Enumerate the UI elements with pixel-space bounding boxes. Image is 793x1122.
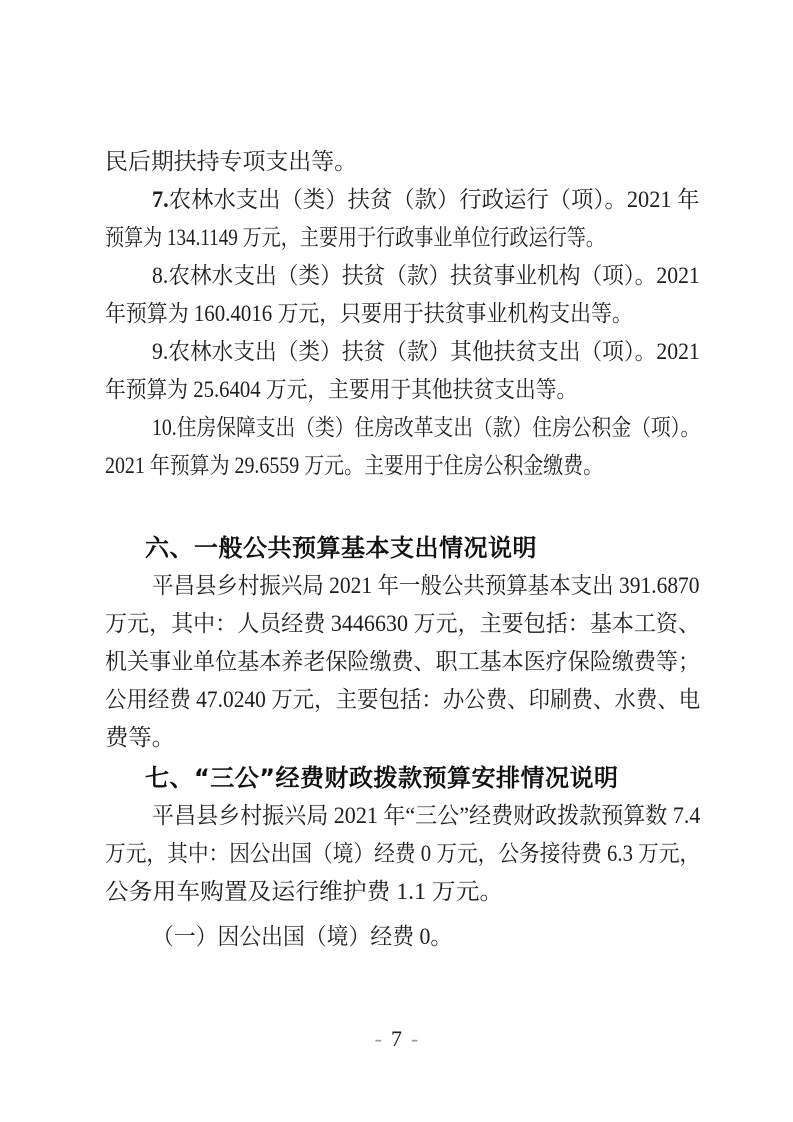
- item-9-line-1: [105, 333, 701, 371]
- section-6-line-5-text: 费等。: [105, 725, 175, 750]
- page-footer: [0, 1020, 793, 1058]
- item-9-line-2: [105, 371, 701, 409]
- document-body: [105, 143, 701, 956]
- section-7-line-2: [105, 835, 701, 873]
- item-7-number: 7.: [152, 187, 169, 212]
- item-9-line-2-text: 年预算为 25.6404 万元，主要用于其他扶贫支出等。: [105, 377, 578, 402]
- item-10-line-1-text: 10.住房保障支出（类）住房改革支出（款）住房公积金（项）。: [152, 415, 701, 440]
- section-6-line-1: [105, 567, 701, 605]
- section-6-line-2-text: 万元，其中：人员经费 3446630 万元，主要包括：基本工资、: [105, 611, 700, 636]
- section-6-line-4-text: 公用经费 47.0240 万元，主要包括：办公费、印刷费、水费、电: [105, 687, 701, 712]
- item-8-line-2-text: 年预算为 160.4016 万元，只要用于扶贫事业机构支出等。: [105, 301, 633, 326]
- section-6-line-3-text: 机关事业单位基本养老保险缴费、职工基本医疗保险缴费等；: [105, 649, 700, 674]
- item-7-line-1: [105, 181, 701, 219]
- item-8-line-1-text: 8.农林水支出（类）扶贫（款）扶贫事业机构（项）。2021: [152, 263, 700, 288]
- item-10-line-2-text: 2021 年预算为 29.6559 万元。主要用于住房公积金缴费。: [105, 453, 603, 478]
- footer-dash-right: -: [411, 1026, 419, 1051]
- section-6-heading: 六、一般公共预算基本支出情况说明: [145, 534, 537, 562]
- section-7-line-1-text: 平昌县乡村振兴局 2021 年“三公”经费财政拨款预算数 7.4: [152, 803, 701, 828]
- item-8-line-2: [105, 295, 701, 333]
- section-6-line-4: [105, 681, 701, 719]
- section-6-line-2: [105, 605, 701, 643]
- item-8-line-1: [105, 257, 701, 295]
- item-7-line-2: [105, 219, 701, 257]
- section-7-line-2-text: 万元，其中：因公出国（境）经费 0 万元，公务接待费 6.3 万元，: [105, 841, 701, 866]
- section-7-line-3-text: 公务用车购置及运行维护费 1.1 万元。: [105, 879, 504, 904]
- page-number: 7: [391, 1026, 402, 1051]
- paragraph-6-continuation-text: 民后期扶持专项支出等。: [105, 149, 357, 174]
- footer-dash-left: -: [374, 1026, 382, 1051]
- section-6-line-1-text: 平昌县乡村振兴局 2021 年一般公共预算基本支出 391.6870: [152, 573, 700, 598]
- section-6-line-3: [105, 643, 701, 681]
- item-10-line-2: [105, 447, 701, 485]
- paragraph-6-continuation: [105, 143, 701, 181]
- item-7-line-2-text: 预算为 134.1149 万元，主要用于行政事业单位行政运行等。: [105, 225, 605, 250]
- section-7-heading: 七、“三公”经费财政拨款预算安排情况说明: [145, 764, 619, 792]
- section-7-subitem-1-text: （一）因公出国（境）经费 0。: [152, 924, 453, 949]
- item-7-line-1-text: 农林水支出（类）扶贫（款）行政运行（项）。2021 年: [168, 187, 700, 212]
- item-9-line-1-text: 9.农林水支出（类）扶贫（款）其他扶贫支出（项）。2021: [152, 339, 700, 364]
- section-7-subitem-1: [105, 918, 701, 956]
- section-7-line-3: [105, 873, 701, 911]
- item-10-line-1: [105, 409, 701, 447]
- section-6-line-5: [105, 719, 701, 757]
- section-7-line-1: [105, 797, 701, 835]
